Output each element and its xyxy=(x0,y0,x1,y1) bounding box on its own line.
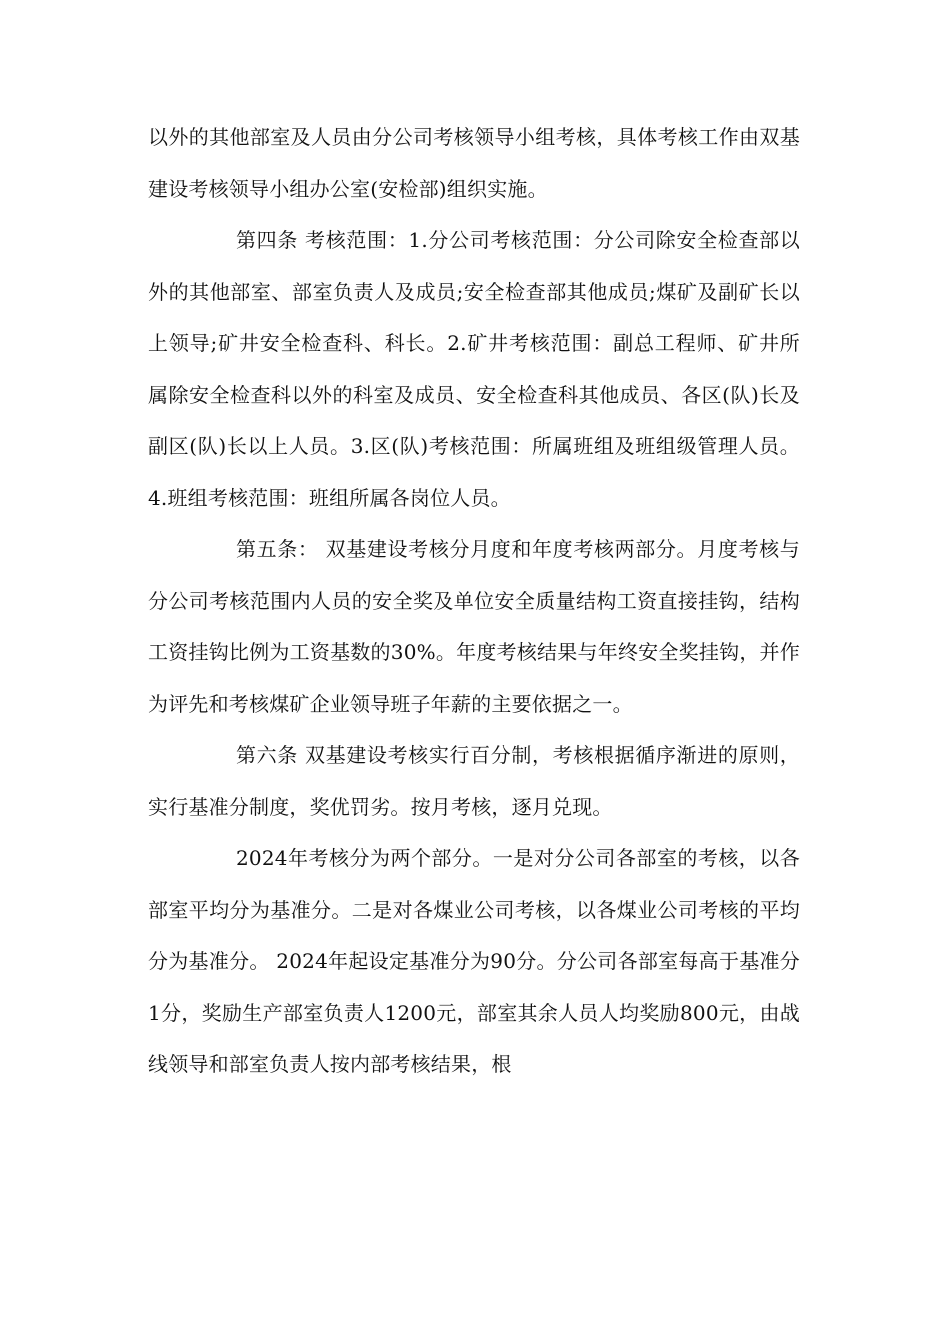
paragraph-article-4: 第四条 考核范围：1.分公司考核范围：分公司除安全检查部以外的其他部室、部室负责人及成员;安全检查部其他成员;煤矿及副矿长以上领导;矿井安全检查科、科长。2.矿井考核范围：副总工程师、矿井所属除安全检查科以外的科室及成员、安全检查科其他成员、各区(队)长及副区(队)长以上人员。3.区(队)考核范围：所属班组及班组级管理人员。4.班组考核范围：班组所属各岗位人员。 xyxy=(148,228,800,510)
paragraph-article-5: 第五条： 双基建设考核分月度和年度考核两部分。月度考核与分公司考核范围内人员的安全奖及单位安全质量结构工资直接挂钩，结构工资挂钩比例为工资基数的30%。年度考核结果与年终安全奖挂钩，并作为评先和考核煤矿企业领导班子年薪的主要依据之一。 xyxy=(148,537,800,716)
document-body xyxy=(148,112,800,1091)
paragraph-continuation: 以外的其他部室及人员由分公司考核领导小组考核，具体考核工作由双基建设考核领导小组办公室(安检部)组织实施。 xyxy=(148,125,800,201)
paragraph-2024-assessment: 2024年考核分为两个部分。一是对分公司各部室的考核，以各部室平均分为基准分。二是对各煤业公司考核，以各煤业公司考核的平均分为基准分。 2024年起设定基准分为90分。分公司各部室每高于基准分1分，奖励生产部室负责人1200元，部室其余人员人均奖励800元，由战线领导和部室负责人按内部考核结果，根 xyxy=(148,846,800,1076)
paragraph-article-6: 第六条 双基建设考核实行百分制，考核根据循序渐进的原则，实行基准分制度，奖优罚劣。按月考核，逐月兑现。 xyxy=(148,743,800,819)
